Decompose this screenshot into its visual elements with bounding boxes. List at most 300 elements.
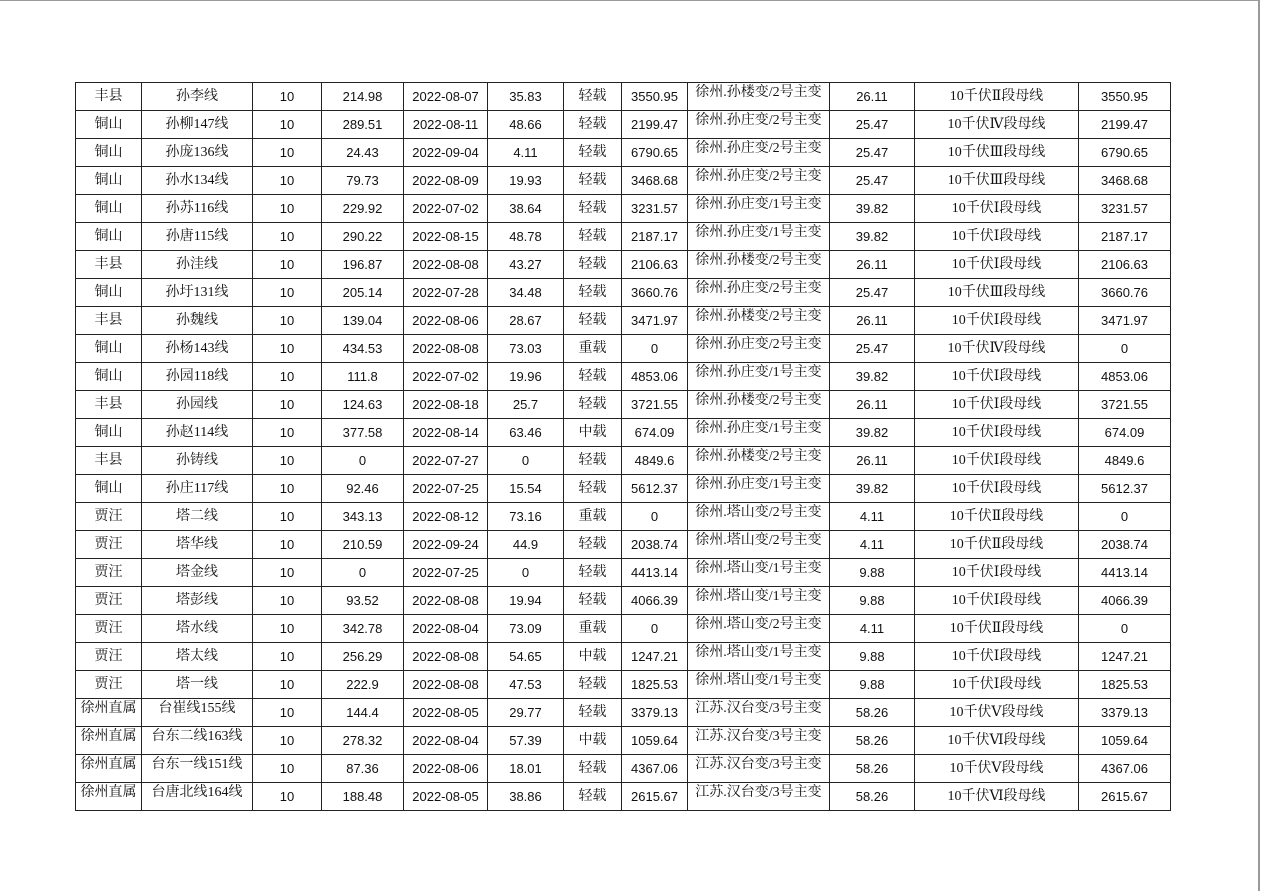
- load-status-cell: 轻载: [564, 531, 622, 559]
- load-rate-cell: 73.16: [488, 503, 564, 531]
- load-rate-cell: 0: [488, 559, 564, 587]
- load-rate-cell: 28.67: [488, 307, 564, 335]
- area-cell: 丰县: [76, 307, 142, 335]
- transformer-cell-text: 徐州.孙庄变/2号主变: [695, 281, 822, 296]
- busbar-cell: 10千伏Ⅱ段母线: [915, 503, 1079, 531]
- area-cell-text: 徐州直属: [80, 757, 137, 772]
- voltage-cell: 10: [253, 783, 322, 811]
- load-rate-cell: 48.66: [488, 111, 564, 139]
- busbar-cell: 10千伏Ⅲ段母线: [915, 167, 1079, 195]
- area-cell: 铜山: [76, 167, 142, 195]
- available-capacity-cell: 4853.06: [622, 363, 688, 391]
- table-row: [76, 167, 1171, 195]
- transformer-load-rate-cell: 4.11: [830, 615, 915, 643]
- load-rate-cell: 15.54: [488, 475, 564, 503]
- load-status-cell: 轻载: [564, 251, 622, 279]
- area-cell: 贾汪: [76, 559, 142, 587]
- transformer-load-rate-cell: 4.11: [830, 531, 915, 559]
- load-current-cell: 139.04: [322, 307, 404, 335]
- table-row: [76, 419, 1171, 447]
- load-current-cell: 343.13: [322, 503, 404, 531]
- load-rate-cell: 4.11: [488, 139, 564, 167]
- transformer-cell: [688, 335, 830, 363]
- available-capacity-cell: 3231.57: [622, 195, 688, 223]
- table-row: [76, 587, 1171, 615]
- transformer-cell: [688, 615, 830, 643]
- date-cell: 2022-08-08: [404, 335, 488, 363]
- area-cell: 贾汪: [76, 671, 142, 699]
- line-name-cell: [142, 783, 253, 811]
- table-row: [76, 391, 1171, 419]
- load-status-cell: 轻载: [564, 447, 622, 475]
- area-cell-text: 徐州直属: [80, 729, 137, 744]
- load-rate-cell: 18.01: [488, 755, 564, 783]
- load-status-cell: 轻载: [564, 363, 622, 391]
- load-rate-cell: 73.09: [488, 615, 564, 643]
- transformer-cell-text: 徐州.孙庄变/1号主变: [695, 421, 822, 436]
- transformer-load-rate-cell: 9.88: [830, 671, 915, 699]
- area-cell: 贾汪: [76, 503, 142, 531]
- transformer-load-rate-cell: 26.11: [830, 307, 915, 335]
- voltage-cell: 10: [253, 139, 322, 167]
- remaining-capacity-cell: 3550.95: [1079, 83, 1171, 111]
- line-name-cell: 塔金线: [142, 559, 253, 587]
- load-rate-cell: 19.94: [488, 587, 564, 615]
- load-status-cell: 重载: [564, 503, 622, 531]
- date-cell: 2022-07-02: [404, 363, 488, 391]
- voltage-cell: 10: [253, 195, 322, 223]
- transformer-cell-text: 徐州.孙庄变/1号主变: [695, 477, 822, 492]
- date-cell: 2022-07-02: [404, 195, 488, 223]
- load-current-cell: 93.52: [322, 587, 404, 615]
- transformer-cell: [688, 671, 830, 699]
- load-rate-cell: 44.9: [488, 531, 564, 559]
- busbar-cell: 10千伏Ⅲ段母线: [915, 139, 1079, 167]
- transformer-cell: [688, 83, 830, 111]
- transformer-cell: [688, 279, 830, 307]
- remaining-capacity-cell: 3660.76: [1079, 279, 1171, 307]
- area-cell: [76, 699, 142, 727]
- area-cell: 铜山: [76, 223, 142, 251]
- busbar-cell: 10千伏Ⅱ段母线: [915, 531, 1079, 559]
- date-cell: 2022-09-04: [404, 139, 488, 167]
- load-status-cell: 轻载: [564, 783, 622, 811]
- load-current-cell: 377.58: [322, 419, 404, 447]
- transformer-load-rate-cell: 4.11: [830, 503, 915, 531]
- area-cell: 铜山: [76, 475, 142, 503]
- transformer-cell: [688, 223, 830, 251]
- transformer-cell-text: 徐州.孙庄变/2号主变: [695, 337, 822, 352]
- voltage-cell: 10: [253, 391, 322, 419]
- load-current-cell: 210.59: [322, 531, 404, 559]
- line-name-cell: 塔太线: [142, 643, 253, 671]
- busbar-cell: 10千伏Ⅵ段母线: [915, 727, 1079, 755]
- table-row: [76, 251, 1171, 279]
- area-cell: 铜山: [76, 335, 142, 363]
- load-current-cell: 111.8: [322, 363, 404, 391]
- remaining-capacity-cell: 2615.67: [1079, 783, 1171, 811]
- load-rate-cell: 43.27: [488, 251, 564, 279]
- date-cell: 2022-08-06: [404, 755, 488, 783]
- transformer-cell: [688, 167, 830, 195]
- transformer-cell-text: 徐州.塔山变/2号主变: [695, 533, 822, 548]
- available-capacity-cell: 3721.55: [622, 391, 688, 419]
- available-capacity-cell: 2187.17: [622, 223, 688, 251]
- transformer-load-rate-cell: 58.26: [830, 727, 915, 755]
- load-status-cell: 轻载: [564, 699, 622, 727]
- load-status-cell: 中载: [564, 727, 622, 755]
- load-current-cell: 144.4: [322, 699, 404, 727]
- load-current-cell: 222.9: [322, 671, 404, 699]
- busbar-cell: 10千伏Ⅰ段母线: [915, 363, 1079, 391]
- load-rate-cell: 35.83: [488, 83, 564, 111]
- remaining-capacity-cell: 0: [1079, 503, 1171, 531]
- available-capacity-cell: 1059.64: [622, 727, 688, 755]
- line-name-cell: 孙圩131线: [142, 279, 253, 307]
- table-row: [76, 139, 1171, 167]
- available-capacity-cell: 1825.53: [622, 671, 688, 699]
- line-name-cell: 孙柳147线: [142, 111, 253, 139]
- load-status-cell: 轻载: [564, 755, 622, 783]
- remaining-capacity-cell: 4066.39: [1079, 587, 1171, 615]
- line-name-cell: 孙唐115线: [142, 223, 253, 251]
- available-capacity-cell: 1247.21: [622, 643, 688, 671]
- transformer-cell: [688, 503, 830, 531]
- available-capacity-cell: 4367.06: [622, 755, 688, 783]
- line-name-cell: 孙铸线: [142, 447, 253, 475]
- table-row: [76, 755, 1171, 783]
- busbar-cell: 10千伏Ⅵ段母线: [915, 783, 1079, 811]
- remaining-capacity-cell: 3721.55: [1079, 391, 1171, 419]
- area-cell: 贾汪: [76, 587, 142, 615]
- busbar-cell: 10千伏Ⅰ段母线: [915, 251, 1079, 279]
- voltage-cell: 10: [253, 587, 322, 615]
- table-row: [76, 83, 1171, 111]
- table-row: [76, 783, 1171, 811]
- load-status-cell: 轻载: [564, 587, 622, 615]
- voltage-cell: 10: [253, 83, 322, 111]
- voltage-cell: 10: [253, 223, 322, 251]
- remaining-capacity-cell: 3231.57: [1079, 195, 1171, 223]
- area-cell: 贾汪: [76, 531, 142, 559]
- transformer-cell-text: 徐州.孙楼变/2号主变: [695, 449, 822, 464]
- transformer-load-rate-cell: 9.88: [830, 559, 915, 587]
- line-name-cell: 孙园线: [142, 391, 253, 419]
- date-cell: 2022-07-28: [404, 279, 488, 307]
- available-capacity-cell: 0: [622, 615, 688, 643]
- line-name-cell: 孙李线: [142, 83, 253, 111]
- date-cell: 2022-08-08: [404, 671, 488, 699]
- load-current-cell: 214.98: [322, 83, 404, 111]
- transformer-cell-text: 徐州.孙庄变/2号主变: [695, 141, 822, 156]
- date-cell: 2022-07-25: [404, 559, 488, 587]
- load-status-cell: 轻载: [564, 279, 622, 307]
- load-current-cell: 87.36: [322, 755, 404, 783]
- transformer-load-rate-cell: 58.26: [830, 755, 915, 783]
- transformer-cell-text: 徐州.孙庄变/1号主变: [695, 365, 822, 380]
- busbar-cell: 10千伏Ⅴ段母线: [915, 699, 1079, 727]
- voltage-cell: 10: [253, 279, 322, 307]
- line-name-cell: 孙庞136线: [142, 139, 253, 167]
- load-rate-cell: 0: [488, 447, 564, 475]
- area-cell: [76, 755, 142, 783]
- available-capacity-cell: 5612.37: [622, 475, 688, 503]
- transformer-cell: [688, 783, 830, 811]
- voltage-cell: 10: [253, 307, 322, 335]
- transformer-cell-text: 江苏.汉台变/3号主变: [695, 701, 822, 716]
- load-current-cell: 434.53: [322, 335, 404, 363]
- transformer-cell-text: 徐州.孙楼变/2号主变: [695, 393, 822, 408]
- available-capacity-cell: 6790.65: [622, 139, 688, 167]
- voltage-cell: 10: [253, 167, 322, 195]
- available-capacity-cell: 0: [622, 503, 688, 531]
- load-status-cell: 轻载: [564, 391, 622, 419]
- line-name-cell: [142, 755, 253, 783]
- date-cell: 2022-08-05: [404, 699, 488, 727]
- transformer-cell: [688, 727, 830, 755]
- load-current-cell: 342.78: [322, 615, 404, 643]
- load-rate-cell: 47.53: [488, 671, 564, 699]
- load-rate-cell: 38.64: [488, 195, 564, 223]
- transformer-cell: [688, 447, 830, 475]
- table-row: [76, 447, 1171, 475]
- busbar-cell: 10千伏Ⅰ段母线: [915, 587, 1079, 615]
- line-name-cell: 塔一线: [142, 671, 253, 699]
- table-row: [76, 223, 1171, 251]
- transformer-cell-text: 徐州.塔山变/2号主变: [695, 617, 822, 632]
- line-name-cell-text: 台崔线155线: [158, 701, 236, 716]
- available-capacity-cell: 2199.47: [622, 111, 688, 139]
- area-cell: 丰县: [76, 251, 142, 279]
- date-cell: 2022-08-14: [404, 419, 488, 447]
- available-capacity-cell: 3468.68: [622, 167, 688, 195]
- busbar-cell: 10千伏Ⅴ段母线: [915, 755, 1079, 783]
- load-status-cell: 轻载: [564, 111, 622, 139]
- voltage-cell: 10: [253, 615, 322, 643]
- voltage-cell: 10: [253, 671, 322, 699]
- available-capacity-cell: 3550.95: [622, 83, 688, 111]
- load-status-cell: 轻载: [564, 83, 622, 111]
- date-cell: 2022-08-05: [404, 783, 488, 811]
- transformer-cell: [688, 363, 830, 391]
- load-rate-cell: 54.65: [488, 643, 564, 671]
- transformer-cell-text: 徐州.孙楼变/2号主变: [695, 253, 822, 268]
- table-row: [76, 279, 1171, 307]
- load-rate-cell: 63.46: [488, 419, 564, 447]
- load-current-cell: 229.92: [322, 195, 404, 223]
- voltage-cell: 10: [253, 727, 322, 755]
- available-capacity-cell: 3379.13: [622, 699, 688, 727]
- busbar-cell: 10千伏Ⅰ段母线: [915, 307, 1079, 335]
- available-capacity-cell: 0: [622, 335, 688, 363]
- area-cell: 铜山: [76, 195, 142, 223]
- load-current-cell: 196.87: [322, 251, 404, 279]
- area-cell: 铜山: [76, 111, 142, 139]
- transformer-cell: [688, 111, 830, 139]
- transformer-load-rate-cell: 26.11: [830, 251, 915, 279]
- load-rate-cell: 73.03: [488, 335, 564, 363]
- load-rate-cell: 38.86: [488, 783, 564, 811]
- area-cell: 丰县: [76, 83, 142, 111]
- available-capacity-cell: 4066.39: [622, 587, 688, 615]
- voltage-cell: 10: [253, 419, 322, 447]
- line-name-cell-text: 台唐北线164线: [151, 785, 243, 800]
- available-capacity-cell: 3660.76: [622, 279, 688, 307]
- remaining-capacity-cell: 2199.47: [1079, 111, 1171, 139]
- table-row: [76, 195, 1171, 223]
- busbar-cell: 10千伏Ⅱ段母线: [915, 615, 1079, 643]
- transformer-cell: [688, 475, 830, 503]
- available-capacity-cell: 2106.63: [622, 251, 688, 279]
- area-cell: 铜山: [76, 363, 142, 391]
- load-current-cell: 205.14: [322, 279, 404, 307]
- remaining-capacity-cell: 4853.06: [1079, 363, 1171, 391]
- transformer-load-rate-cell: 25.47: [830, 167, 915, 195]
- transformer-cell-text: 江苏.汉台变/3号主变: [695, 785, 822, 800]
- area-cell: 铜山: [76, 279, 142, 307]
- area-cell: 贾汪: [76, 615, 142, 643]
- date-cell: 2022-08-12: [404, 503, 488, 531]
- line-name-cell: 塔华线: [142, 531, 253, 559]
- load-status-cell: 轻载: [564, 307, 622, 335]
- load-current-cell: 0: [322, 447, 404, 475]
- load-rate-cell: 19.96: [488, 363, 564, 391]
- line-name-cell: 塔水线: [142, 615, 253, 643]
- transformer-load-rate-cell: 9.88: [830, 587, 915, 615]
- busbar-cell: 10千伏Ⅰ段母线: [915, 559, 1079, 587]
- voltage-cell: 10: [253, 447, 322, 475]
- transformer-cell-text: 徐州.孙庄变/1号主变: [695, 225, 822, 240]
- load-rate-cell: 34.48: [488, 279, 564, 307]
- area-cell-text: 徐州直属: [80, 785, 137, 800]
- transformer-cell: [688, 559, 830, 587]
- area-cell: 丰县: [76, 391, 142, 419]
- remaining-capacity-cell: 674.09: [1079, 419, 1171, 447]
- transformer-cell-text: 徐州.塔山变/2号主变: [695, 505, 822, 520]
- transformer-cell-text: 徐州.塔山变/1号主变: [695, 673, 822, 688]
- line-name-cell: 孙洼线: [142, 251, 253, 279]
- transformer-cell-text: 徐州.孙庄变/1号主变: [695, 197, 822, 212]
- load-status-cell: 重载: [564, 615, 622, 643]
- load-status-cell: 中载: [564, 643, 622, 671]
- remaining-capacity-cell: 1247.21: [1079, 643, 1171, 671]
- load-current-cell: 24.43: [322, 139, 404, 167]
- area-cell: 丰县: [76, 447, 142, 475]
- load-current-cell: 278.32: [322, 727, 404, 755]
- transformer-cell-text: 徐州.孙庄变/2号主变: [695, 169, 822, 184]
- busbar-cell: 10千伏Ⅰ段母线: [915, 643, 1079, 671]
- date-cell: 2022-09-24: [404, 531, 488, 559]
- voltage-cell: 10: [253, 111, 322, 139]
- table-row: [76, 615, 1171, 643]
- remaining-capacity-cell: 2106.63: [1079, 251, 1171, 279]
- load-current-cell: 290.22: [322, 223, 404, 251]
- available-capacity-cell: 674.09: [622, 419, 688, 447]
- transformer-load-rate-cell: 39.82: [830, 223, 915, 251]
- line-name-cell: 塔彭线: [142, 587, 253, 615]
- area-cell: 铜山: [76, 139, 142, 167]
- line-name-cell-text: 台东一线151线: [151, 757, 243, 772]
- voltage-cell: 10: [253, 475, 322, 503]
- remaining-capacity-cell: 1825.53: [1079, 671, 1171, 699]
- load-current-cell: 188.48: [322, 783, 404, 811]
- transformer-cell: [688, 419, 830, 447]
- remaining-capacity-cell: 3471.97: [1079, 307, 1171, 335]
- load-rate-cell: 25.7: [488, 391, 564, 419]
- voltage-cell: 10: [253, 531, 322, 559]
- load-status-cell: 轻载: [564, 475, 622, 503]
- available-capacity-cell: 4849.6: [622, 447, 688, 475]
- voltage-cell: 10: [253, 335, 322, 363]
- transformer-load-rate-cell: 25.47: [830, 335, 915, 363]
- load-rate-cell: 48.78: [488, 223, 564, 251]
- busbar-cell: 10千伏Ⅳ段母线: [915, 111, 1079, 139]
- remaining-capacity-cell: 0: [1079, 335, 1171, 363]
- table-row: [76, 503, 1171, 531]
- area-cell: [76, 783, 142, 811]
- busbar-cell: 10千伏Ⅰ段母线: [915, 223, 1079, 251]
- busbar-cell: 10千伏Ⅰ段母线: [915, 475, 1079, 503]
- load-current-cell: 256.29: [322, 643, 404, 671]
- transformer-load-rate-cell: 9.88: [830, 643, 915, 671]
- voltage-cell: 10: [253, 699, 322, 727]
- transformer-load-rate-cell: 39.82: [830, 475, 915, 503]
- load-status-cell: 轻载: [564, 195, 622, 223]
- date-cell: 2022-08-08: [404, 643, 488, 671]
- transformer-load-rate-cell: 26.11: [830, 447, 915, 475]
- transformer-load-rate-cell: 58.26: [830, 699, 915, 727]
- voltage-cell: 10: [253, 503, 322, 531]
- load-status-cell: 轻载: [564, 223, 622, 251]
- remaining-capacity-cell: 5612.37: [1079, 475, 1171, 503]
- transformer-load-rate-cell: 39.82: [830, 419, 915, 447]
- busbar-cell: 10千伏Ⅰ段母线: [915, 419, 1079, 447]
- available-capacity-cell: 2038.74: [622, 531, 688, 559]
- remaining-capacity-cell: 2038.74: [1079, 531, 1171, 559]
- remaining-capacity-cell: 4367.06: [1079, 755, 1171, 783]
- line-name-cell: 塔二线: [142, 503, 253, 531]
- load-current-cell: 289.51: [322, 111, 404, 139]
- line-name-cell: 孙赵114线: [142, 419, 253, 447]
- area-cell: 贾汪: [76, 643, 142, 671]
- table-row: [76, 335, 1171, 363]
- date-cell: 2022-08-04: [404, 727, 488, 755]
- remaining-capacity-cell: 4849.6: [1079, 447, 1171, 475]
- transformer-cell-text: 徐州.孙楼变/2号主变: [695, 85, 822, 100]
- remaining-capacity-cell: 3468.68: [1079, 167, 1171, 195]
- date-cell: 2022-08-15: [404, 223, 488, 251]
- line-name-cell: 孙园118线: [142, 363, 253, 391]
- transformer-cell: [688, 699, 830, 727]
- load-rate-cell: 19.93: [488, 167, 564, 195]
- table-row: [76, 363, 1171, 391]
- remaining-capacity-cell: 6790.65: [1079, 139, 1171, 167]
- transformer-load-rate-cell: 39.82: [830, 363, 915, 391]
- busbar-cell: 10千伏Ⅲ段母线: [915, 279, 1079, 307]
- load-current-cell: 92.46: [322, 475, 404, 503]
- date-cell: 2022-08-11: [404, 111, 488, 139]
- load-status-cell: 轻载: [564, 671, 622, 699]
- busbar-cell: 10千伏Ⅱ段母线: [915, 83, 1079, 111]
- date-cell: 2022-08-04: [404, 615, 488, 643]
- date-cell: 2022-08-06: [404, 307, 488, 335]
- area-cell-text: 徐州直属: [80, 701, 137, 716]
- line-name-cell-text: 台东二线163线: [151, 729, 243, 744]
- busbar-cell: 10千伏Ⅰ段母线: [915, 671, 1079, 699]
- transformer-load-rate-cell: 26.11: [830, 391, 915, 419]
- date-cell: 2022-08-08: [404, 587, 488, 615]
- transformer-cell: [688, 755, 830, 783]
